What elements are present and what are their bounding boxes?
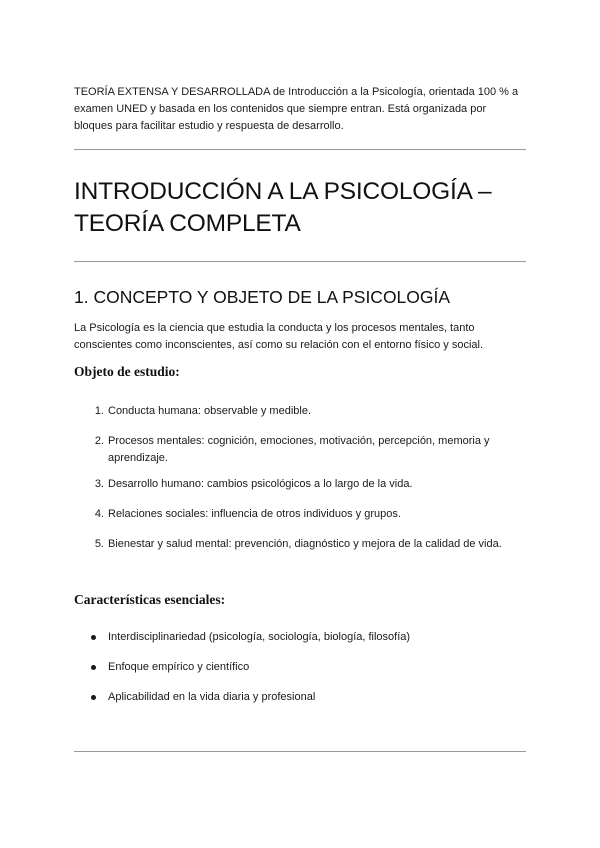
list-number: 3. xyxy=(94,478,104,490)
bullet-icon xyxy=(91,635,96,640)
list-item-text: Relaciones sociales: influencia de otros individuos y grupos. xyxy=(108,508,401,520)
list-item-text: Procesos mentales: cognición, emociones, motivación, percepción, memoria y aprendizaje. xyxy=(108,435,490,464)
list-item-text: Interdisciplinariedad (psicología, sociología, biología, filosofía) xyxy=(108,631,411,643)
divider-3 xyxy=(74,751,526,752)
object-heading: Objeto de estudio: xyxy=(74,364,180,379)
list-number: 4. xyxy=(94,508,104,520)
intro-paragraph: TEORÍA EXTENSA Y DESARROLLADA de Introducción a la Psicología, orientada 100 % a examen UNED y basada en los contenidos que siempre entran. Está organizada por bloques para facilitar estudio y respuesta de desarrollo. xyxy=(74,86,519,132)
list-item-text: Aplicabilidad en la vida diaria y profesional xyxy=(108,691,316,703)
list-number: 2. xyxy=(94,435,104,447)
list-number: 5. xyxy=(94,538,104,550)
document-title: INTRODUCCIÓN A LA PSICOLOGÍA – TEORÍA COMPLETA xyxy=(74,178,492,237)
divider-1 xyxy=(74,149,526,150)
bullet-icon xyxy=(91,695,96,700)
features-heading: Características esenciales: xyxy=(74,592,226,607)
divider-2 xyxy=(74,261,526,262)
section-heading: 1. CONCEPTO Y OBJETO DE LA PSICOLOGÍA xyxy=(74,287,451,307)
definition-paragraph: La Psicología es la ciencia que estudia la conducta y los procesos mentales, tanto conscientes como inconscientes, así como su relación con el entorno físico y social. xyxy=(74,322,484,351)
list-item-text: Conducta humana: observable y medible. xyxy=(108,405,312,417)
list-number: 1. xyxy=(94,405,104,417)
list-item-text: Enfoque empírico y científico xyxy=(108,661,250,673)
bullet-icon xyxy=(91,665,96,670)
list-item-text: Desarrollo humano: cambios psicológicos a lo largo de la vida. xyxy=(108,478,413,490)
list-item-text: Bienestar y salud mental: prevención, diagnóstico y mejora de la calidad de vida. xyxy=(108,538,502,550)
